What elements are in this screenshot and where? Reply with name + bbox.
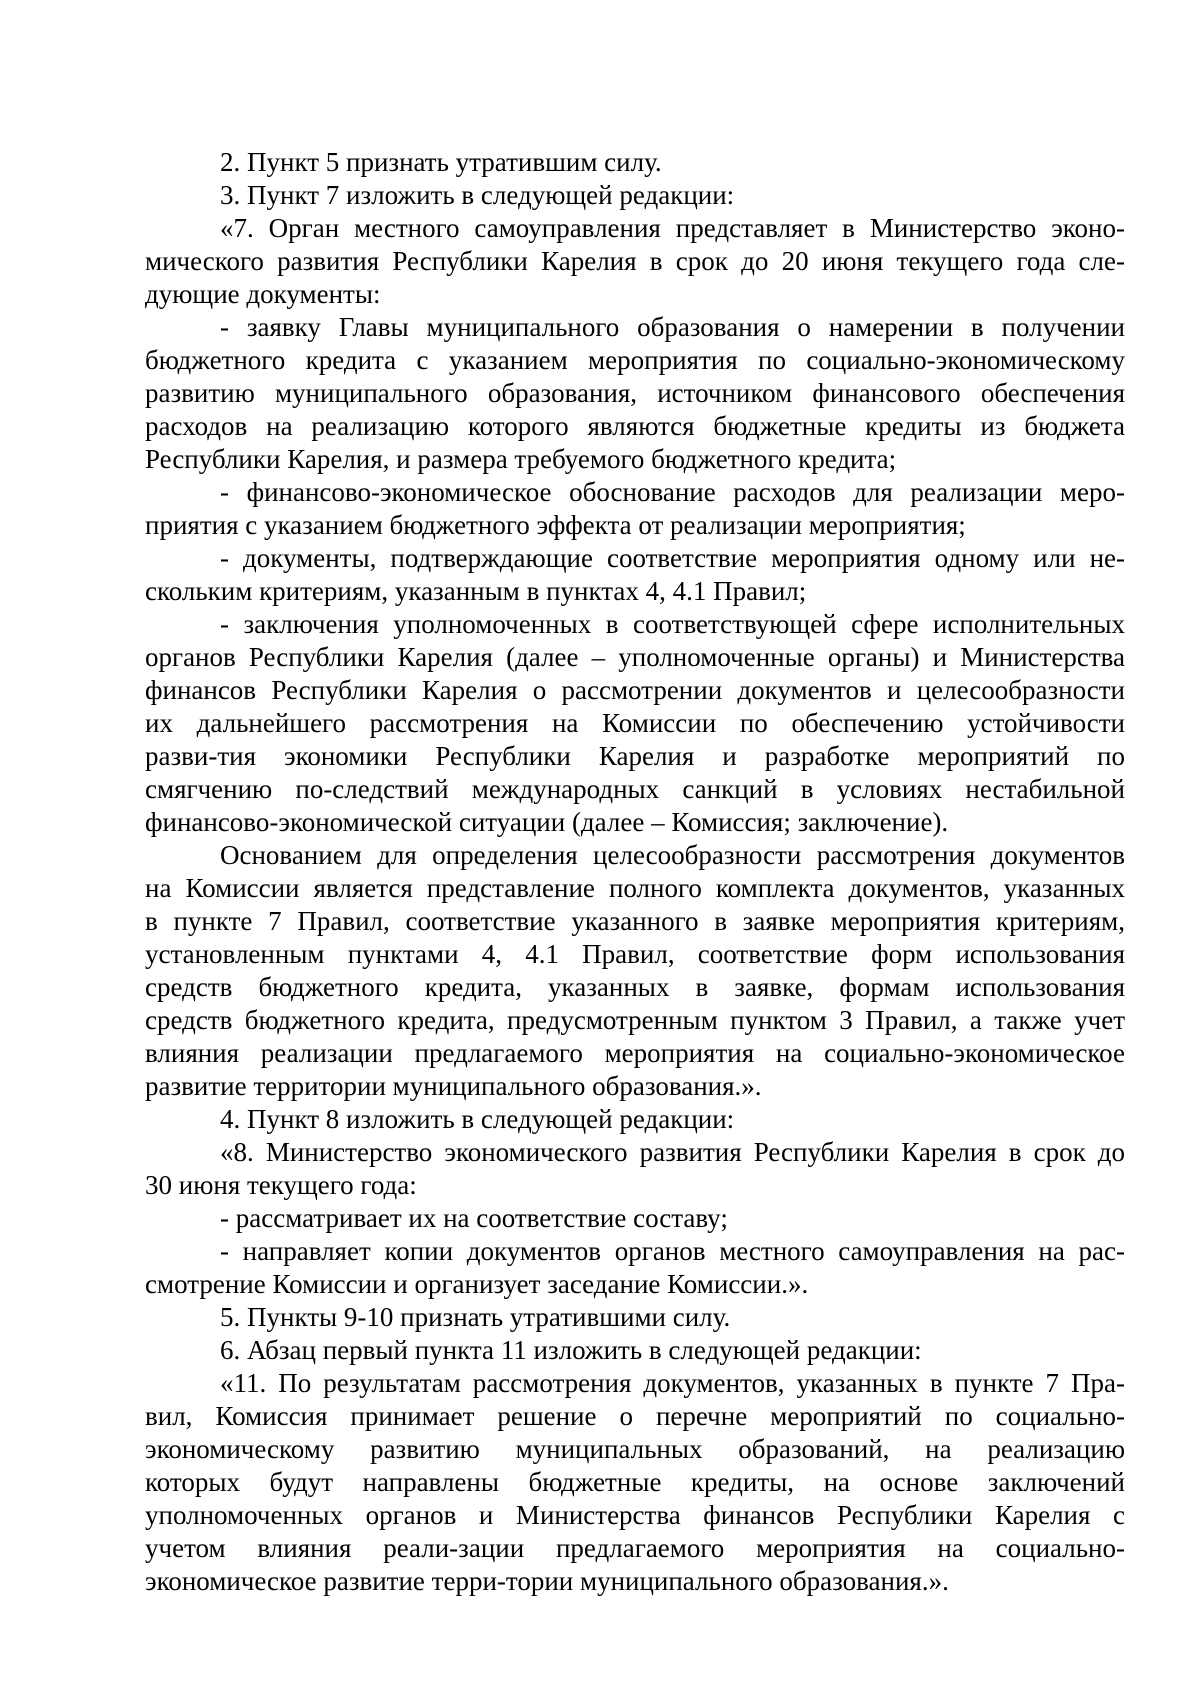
- document-body: [145, 146, 1125, 1598]
- text-line: приятия с указанием бюджетного эффекта от реализации мероприятия;: [145, 510, 966, 540]
- text-line: - направляет копии документов органов местного самоуправления на рас-: [220, 1236, 1125, 1266]
- text-line: - финансово-экономическое обоснование расходов для реализации меро-: [220, 477, 1125, 507]
- text-line: «8. Министерство экономического развития Республики Карелия в срок до: [220, 1137, 1125, 1167]
- text-line: смягчению по-следствий международных санкций в условиях нестабильной: [145, 774, 1125, 804]
- text-line: учетом влияния реали-зации предлагаемого мероприятия на социально-: [145, 1533, 1125, 1563]
- text-line: дующие документы:: [145, 279, 381, 309]
- document-page: [145, 146, 1125, 1598]
- text-line: мического развития Республики Карелия в срок до 20 июня текущего года сле-: [145, 246, 1125, 276]
- text-line: «7. Орган местного самоуправления представляет в Министерство эконо-: [220, 213, 1125, 243]
- text-line: разви-тия экономики Республики Карелия и разработке мероприятий по: [145, 741, 1125, 771]
- text-line: - документы, подтверждающие соответствие мероприятия одному или не-: [220, 543, 1125, 573]
- text-line: 2. Пункт 5 признать утратившим силу.: [220, 147, 662, 177]
- text-line: - заявку Главы муниципального образования о намерении в получении: [220, 312, 1125, 342]
- text-line: установленным пунктами 4, 4.1 Правил, соответствие форм использования: [145, 939, 1125, 969]
- text-line: скольким критериям, указанным в пунктах 4, 4.1 Правил;: [145, 576, 807, 606]
- text-line: Республики Карелия, и размера требуемого бюджетного кредита;: [145, 444, 897, 474]
- text-line: развитию муниципального образования, источником финансового обеспечения: [145, 378, 1125, 408]
- text-line: органов Республики Карелия (далее – уполномоченные органы) и Министерства: [145, 642, 1125, 672]
- text-line: - заключения уполномоченных в соответствующей сфере исполнительных: [220, 609, 1125, 639]
- text-line: Основанием для определения целесообразности рассмотрения документов: [220, 840, 1125, 870]
- text-line: 5. Пункты 9-10 признать утратившими силу.: [220, 1302, 731, 1332]
- text-line: средств бюджетного кредита, предусмотренным пунктом 3 Правил, а также учет: [145, 1005, 1125, 1035]
- text-line: экономическому развитию муниципальных образований, на реализацию: [145, 1434, 1125, 1464]
- text-line: в пункте 7 Правил, соответствие указанного в заявке мероприятия критериям,: [145, 906, 1125, 936]
- text-line: на Комиссии является представление полного комплекта документов, указанных: [145, 873, 1125, 903]
- text-line: финансово-экономической ситуации (далее – Комиссия; заключение).: [145, 807, 949, 837]
- text-line: бюджетного кредита с указанием мероприятия по социально-экономическому: [145, 345, 1125, 375]
- text-line: экономическое развитие терри-тории муниципального образования.».: [145, 1566, 949, 1596]
- text-line: «11. По результатам рассмотрения документов, указанных в пункте 7 Пра-: [220, 1368, 1125, 1398]
- text-line: расходов на реализацию которого являются бюджетные кредиты из бюджета: [145, 411, 1125, 441]
- text-line: их дальнейшего рассмотрения на Комиссии по обеспечению устойчивости: [145, 708, 1125, 738]
- text-line: вил, Комиссия принимает решение о перечне мероприятий по социально-: [145, 1401, 1125, 1431]
- text-line: средств бюджетного кредита, указанных в заявке, формам использования: [145, 972, 1125, 1002]
- text-line: финансов Республики Карелия о рассмотрении документов и целесообразности: [145, 675, 1125, 705]
- text-line: смотрение Комиссии и организует заседание Комиссии.».: [145, 1269, 809, 1299]
- text-line: влияния реализации предлагаемого мероприятия на социально-экономическое: [145, 1038, 1125, 1068]
- text-line: 30 июня текущего года:: [145, 1170, 417, 1200]
- text-line: 6. Абзац первый пункта 11 изложить в следующей редакции:: [220, 1335, 922, 1365]
- text-line: уполномоченных органов и Министерства финансов Республики Карелия с: [145, 1500, 1125, 1530]
- text-line: - рассматривает их на соответствие составу;: [220, 1203, 728, 1233]
- text-line: 4. Пункт 8 изложить в следующей редакции:: [220, 1104, 735, 1134]
- text-line: развитие территории муниципального образования.».: [145, 1071, 762, 1101]
- text-line: которых будут направлены бюджетные кредиты, на основе заключений: [145, 1467, 1125, 1497]
- text-line: 3. Пункт 7 изложить в следующей редакции:: [220, 180, 735, 210]
